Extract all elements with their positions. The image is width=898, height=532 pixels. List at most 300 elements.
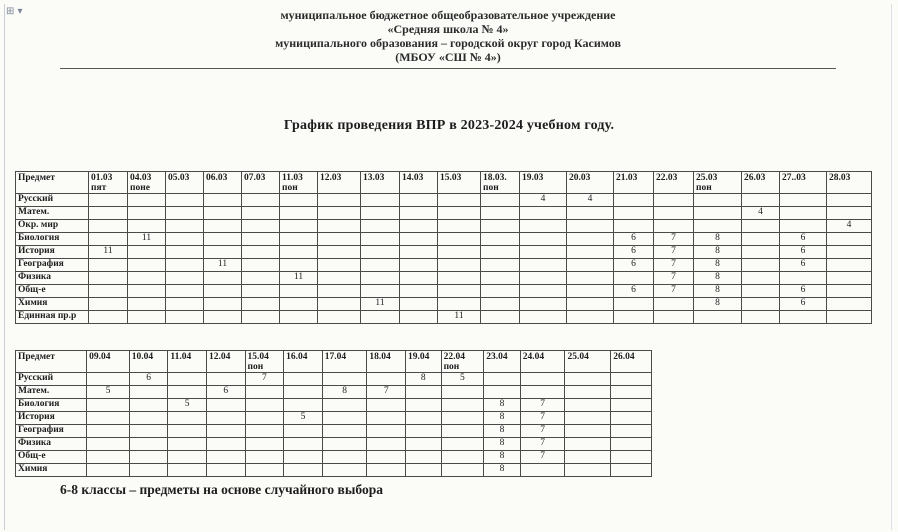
grade-cell	[322, 373, 367, 386]
grade-cell	[406, 464, 442, 477]
grade-cell: 5	[441, 373, 484, 386]
grade-cell	[204, 298, 242, 311]
grade-cell	[280, 298, 318, 311]
grade-cell	[280, 311, 318, 324]
march-subject-row	[16, 272, 872, 285]
grade-cell	[367, 438, 406, 451]
table-move-handle-icon[interactable]: ⊞ ▾	[6, 6, 23, 17]
grade-cell: 8	[694, 298, 742, 311]
march-subject-row	[16, 246, 872, 259]
grade-cell: 7	[520, 399, 565, 412]
grade-cell	[318, 311, 361, 324]
grade-cell	[245, 451, 284, 464]
grade-cell	[400, 259, 438, 272]
grade-cell: 4	[520, 194, 567, 207]
grade-cell	[565, 386, 611, 399]
grade-cell	[441, 412, 484, 425]
grade-cell	[481, 259, 520, 272]
grade-cell	[827, 259, 872, 272]
grade-cell	[484, 386, 521, 399]
april-subject-row	[16, 438, 652, 451]
grade-cell	[322, 412, 367, 425]
subject-cell: Русский	[16, 373, 87, 386]
subject-cell: Биология	[16, 233, 89, 246]
grade-cell	[206, 464, 245, 477]
grade-cell	[520, 311, 567, 324]
grade-cell	[129, 464, 168, 477]
grade-cell	[168, 438, 207, 451]
grade-cell	[245, 412, 284, 425]
grade-cell	[742, 285, 780, 298]
grade-cell	[567, 272, 614, 285]
grade-cell	[361, 285, 400, 298]
march-subject-row	[16, 285, 872, 298]
grade-cell	[614, 298, 654, 311]
column-weekday: пон	[696, 183, 712, 193]
march-subject-row	[16, 233, 872, 246]
grade-cell	[481, 233, 520, 246]
grade-cell	[129, 451, 168, 464]
april-header-row	[16, 351, 652, 373]
grade-cell	[565, 399, 611, 412]
grade-cell	[367, 464, 406, 477]
grade-cell	[242, 194, 280, 207]
grade-cell	[438, 194, 481, 207]
grade-cell	[400, 285, 438, 298]
grade-cell	[438, 298, 481, 311]
grade-cell	[406, 412, 442, 425]
grade-cell	[481, 194, 520, 207]
grade-cell	[611, 438, 652, 451]
april-subject-row	[16, 373, 652, 386]
grade-cell	[322, 438, 367, 451]
grade-cell	[242, 233, 280, 246]
grade-cell	[438, 285, 481, 298]
grade-cell	[400, 220, 438, 233]
april-corner-cell: Предмет	[16, 351, 87, 373]
subject-cell: Матем.	[16, 207, 89, 220]
column-date: 24.04	[522, 352, 545, 362]
grade-cell	[441, 451, 484, 464]
grade-cell	[89, 207, 128, 220]
grade-cell	[441, 464, 484, 477]
grade-cell: 8	[694, 285, 742, 298]
subject-cell: Химия	[16, 464, 87, 477]
document-title: График проведения ВПР в 2023-2024 учебном году.	[283, 118, 615, 133]
april-date-header	[406, 351, 442, 373]
grade-cell	[520, 272, 567, 285]
april-date-header	[484, 351, 521, 373]
grade-cell	[206, 412, 245, 425]
grade-cell	[204, 311, 242, 324]
grade-cell	[567, 246, 614, 259]
grade-cell	[87, 373, 130, 386]
april-date-header	[245, 351, 284, 373]
grade-cell	[242, 285, 280, 298]
column-date: 19.04	[408, 352, 430, 362]
grade-cell	[361, 207, 400, 220]
march-subject-row	[16, 311, 872, 324]
grade-cell: 6	[614, 246, 654, 259]
column-weekday: пон	[247, 362, 264, 372]
grade-cell	[567, 207, 614, 220]
grade-cell	[565, 425, 611, 438]
grade-cell	[89, 311, 128, 324]
grade-cell	[367, 412, 406, 425]
grade-cell	[87, 399, 130, 412]
column-date: 05.03	[168, 173, 190, 183]
grade-cell	[168, 451, 207, 464]
grade-cell	[438, 272, 481, 285]
grade-cell	[400, 233, 438, 246]
grade-cell: 7	[520, 412, 565, 425]
grade-cell: 6	[614, 233, 654, 246]
march-date-header	[520, 172, 567, 194]
march-date-header	[400, 172, 438, 194]
grade-cell	[318, 272, 361, 285]
column-date: 19.03	[522, 173, 544, 183]
grade-cell	[481, 272, 520, 285]
grade-cell	[204, 272, 242, 285]
april-date-header	[611, 351, 652, 373]
grade-cell	[481, 298, 520, 311]
grade-cell	[367, 451, 406, 464]
grade-cell: 7	[520, 438, 565, 451]
april-date-header	[168, 351, 207, 373]
april-subject-row	[16, 399, 652, 412]
column-date: 13.03	[363, 173, 385, 183]
column-weekday: поне	[130, 183, 150, 193]
grade-cell	[565, 451, 611, 464]
grade-cell: 7	[654, 233, 694, 246]
grade-cell: 8	[406, 373, 442, 386]
column-date: 11.04	[170, 352, 192, 362]
column-date: 07.03	[244, 173, 266, 183]
grade-cell: 4	[827, 220, 872, 233]
grade-cell	[284, 399, 323, 412]
grade-cell	[166, 259, 204, 272]
grade-cell	[827, 207, 872, 220]
grade-cell	[406, 438, 442, 451]
column-date: 12.03	[320, 173, 342, 183]
grade-cell	[406, 399, 442, 412]
grade-cell	[400, 246, 438, 259]
grade-cell: 11	[361, 298, 400, 311]
subject-cell: Химия	[16, 298, 89, 311]
grade-cell: 8	[484, 438, 521, 451]
grade-cell	[481, 246, 520, 259]
subject-cell: Общ-е	[16, 451, 87, 464]
grade-cell	[520, 373, 565, 386]
grade-cell: 6	[780, 259, 827, 272]
grade-cell	[318, 298, 361, 311]
grade-cell	[567, 259, 614, 272]
grade-cell	[654, 194, 694, 207]
column-weekday: пон	[483, 183, 499, 193]
grade-cell: 5	[168, 399, 207, 412]
grade-cell	[280, 194, 318, 207]
grade-cell: 11	[280, 272, 318, 285]
column-date: 26.04	[613, 352, 635, 362]
grade-cell	[694, 311, 742, 324]
grade-cell	[438, 233, 481, 246]
march-date-header	[318, 172, 361, 194]
march-date-header	[438, 172, 481, 194]
grade-cell	[611, 412, 652, 425]
grade-cell	[520, 233, 567, 246]
grade-cell: 8	[694, 272, 742, 285]
grade-cell	[614, 272, 654, 285]
grade-cell	[166, 220, 204, 233]
grade-cell	[367, 399, 406, 412]
column-date: 22.03	[656, 173, 678, 183]
grade-cell	[168, 412, 207, 425]
grade-cell	[565, 438, 611, 451]
grade-cell	[166, 233, 204, 246]
april-subject-row	[16, 386, 652, 399]
column-date: 20.03	[569, 173, 591, 183]
grade-cell	[361, 220, 400, 233]
march-date-header	[166, 172, 204, 194]
march-date-header	[280, 172, 318, 194]
grade-cell	[322, 451, 367, 464]
column-date: 21.03	[616, 173, 638, 183]
grade-cell	[280, 285, 318, 298]
grade-cell: 7	[520, 451, 565, 464]
grade-cell	[128, 285, 166, 298]
grade-cell	[565, 373, 611, 386]
april-subject-row	[16, 425, 652, 438]
grade-cell	[280, 220, 318, 233]
grade-cell	[694, 194, 742, 207]
april-date-header	[284, 351, 323, 373]
grade-cell	[89, 298, 128, 311]
grade-cell	[614, 311, 654, 324]
grade-cell	[481, 220, 520, 233]
grade-cell: 4	[567, 194, 614, 207]
april-subject-row	[16, 464, 652, 477]
column-date: 28.03	[829, 173, 851, 183]
grade-cell	[318, 246, 361, 259]
grade-cell	[614, 207, 654, 220]
grade-cell	[242, 207, 280, 220]
column-date: 16.04	[286, 352, 308, 362]
grade-cell	[128, 311, 166, 324]
grade-cell	[89, 259, 128, 272]
grade-cell	[318, 207, 361, 220]
grade-cell	[694, 207, 742, 220]
subject-cell: История	[16, 412, 87, 425]
grade-cell	[367, 425, 406, 438]
grade-cell	[611, 399, 652, 412]
grade-cell: 8	[484, 425, 521, 438]
column-date: 06.03	[206, 173, 228, 183]
grade-cell	[827, 298, 872, 311]
grade-cell	[245, 438, 284, 451]
grade-cell	[780, 220, 827, 233]
grade-cell	[128, 259, 166, 272]
march-date-header	[827, 172, 872, 194]
grade-cell: 6	[780, 246, 827, 259]
grade-cell	[129, 438, 168, 451]
grade-cell	[780, 194, 827, 207]
grade-cell	[129, 412, 168, 425]
column-date: 11.03	[282, 173, 303, 183]
grade-cell	[400, 298, 438, 311]
grade-cell	[565, 412, 611, 425]
grade-cell	[168, 386, 207, 399]
grade-cell	[611, 464, 652, 477]
column-date: 18.04	[369, 352, 391, 362]
grade-cell: 8	[322, 386, 367, 399]
grade-cell: 6	[129, 373, 168, 386]
grade-cell	[441, 399, 484, 412]
column-date: 27..03	[782, 173, 806, 183]
column-date: 04.03	[130, 173, 152, 183]
column-date: 12.04	[208, 352, 231, 362]
column-date: 22.04	[443, 352, 465, 362]
grade-cell	[742, 272, 780, 285]
grade-cell	[567, 311, 614, 324]
subject-cell: Физика	[16, 438, 87, 451]
grade-cell	[361, 194, 400, 207]
grade-cell	[284, 373, 323, 386]
grade-cell: 6	[780, 298, 827, 311]
column-date: 10.04	[131, 352, 154, 362]
grade-cell	[245, 399, 284, 412]
grade-cell	[438, 246, 481, 259]
april-date-header	[441, 351, 484, 373]
grade-cell	[128, 298, 166, 311]
column-date: 23.04	[486, 352, 508, 362]
march-date-header	[780, 172, 827, 194]
grade-cell	[166, 311, 204, 324]
grade-cell	[484, 373, 521, 386]
grade-cell	[361, 259, 400, 272]
grade-cell	[322, 425, 367, 438]
grade-cell	[284, 386, 323, 399]
subject-cell: Русский	[16, 194, 89, 207]
grade-cell	[206, 438, 245, 451]
march-subject-row	[16, 259, 872, 272]
grade-cell	[128, 207, 166, 220]
grade-cell	[611, 386, 652, 399]
grade-cell	[611, 425, 652, 438]
april-date-header	[322, 351, 367, 373]
grade-cell	[441, 386, 484, 399]
grade-cell	[441, 438, 484, 451]
column-date: 26.03	[744, 173, 766, 183]
grade-cell	[567, 285, 614, 298]
grade-cell	[742, 233, 780, 246]
grade-cell: 8	[484, 464, 521, 477]
grade-cell	[204, 246, 242, 259]
grade-cell: 7	[520, 425, 565, 438]
march-date-header	[567, 172, 614, 194]
grade-cell	[128, 272, 166, 285]
april-date-header	[367, 351, 406, 373]
grade-cell	[245, 425, 284, 438]
grade-cell	[611, 451, 652, 464]
grade-cell	[242, 298, 280, 311]
grade-cell	[481, 285, 520, 298]
grade-cell: 8	[694, 259, 742, 272]
subject-cell: Окр. мир	[16, 220, 89, 233]
grade-cell	[438, 207, 481, 220]
subject-cell: Физика	[16, 272, 89, 285]
grade-cell	[567, 233, 614, 246]
grade-cell	[168, 373, 207, 386]
school-header	[60, 8, 836, 69]
march-schedule-table	[15, 171, 872, 324]
grade-cell	[565, 464, 611, 477]
grade-cell	[322, 399, 367, 412]
grade-cell	[567, 220, 614, 233]
column-date: 14.03	[402, 173, 424, 183]
grade-cell	[166, 194, 204, 207]
grade-cell	[87, 464, 130, 477]
grade-cell	[827, 246, 872, 259]
grade-cell: 8	[694, 233, 742, 246]
grade-cell	[242, 259, 280, 272]
grade-cell	[611, 373, 652, 386]
header-line-4: (МБОУ «СШ № 4»)	[395, 50, 501, 64]
grade-cell	[742, 246, 780, 259]
grade-cell	[694, 220, 742, 233]
grade-cell	[318, 220, 361, 233]
header-line-2: «Средняя школа № 4»	[387, 22, 509, 36]
subject-cell: География	[16, 425, 87, 438]
grade-cell	[206, 425, 245, 438]
grade-cell	[89, 220, 128, 233]
march-date-header	[742, 172, 780, 194]
grade-cell	[129, 386, 168, 399]
grade-cell: 8	[484, 412, 521, 425]
grade-cell	[128, 220, 166, 233]
grade-cell: 8	[694, 246, 742, 259]
grade-cell	[168, 464, 207, 477]
grade-cell	[129, 399, 168, 412]
grade-cell	[284, 464, 323, 477]
grade-cell: 7	[245, 373, 284, 386]
grade-cell	[827, 272, 872, 285]
grade-cell	[280, 246, 318, 259]
grade-cell: 7	[654, 285, 694, 298]
grade-cell	[520, 386, 565, 399]
column-date: 25.04	[567, 352, 589, 362]
grade-cell	[245, 464, 284, 477]
grade-cell	[89, 194, 128, 207]
grade-cell: 7	[654, 259, 694, 272]
grade-cell	[780, 311, 827, 324]
subject-cell: География	[16, 259, 89, 272]
march-date-header	[204, 172, 242, 194]
column-weekday: пят	[91, 183, 107, 193]
april-date-header	[520, 351, 565, 373]
grade-cell	[441, 425, 484, 438]
grade-cell	[654, 311, 694, 324]
grade-cell	[322, 464, 367, 477]
grade-cell	[206, 451, 245, 464]
grade-cell	[520, 207, 567, 220]
march-date-header	[128, 172, 166, 194]
column-date: 17.04	[324, 352, 347, 362]
grade-cell	[400, 311, 438, 324]
grade-cell: 11	[204, 259, 242, 272]
march-subject-row	[16, 298, 872, 311]
column-date: 01.03	[91, 173, 113, 183]
grade-cell	[361, 233, 400, 246]
